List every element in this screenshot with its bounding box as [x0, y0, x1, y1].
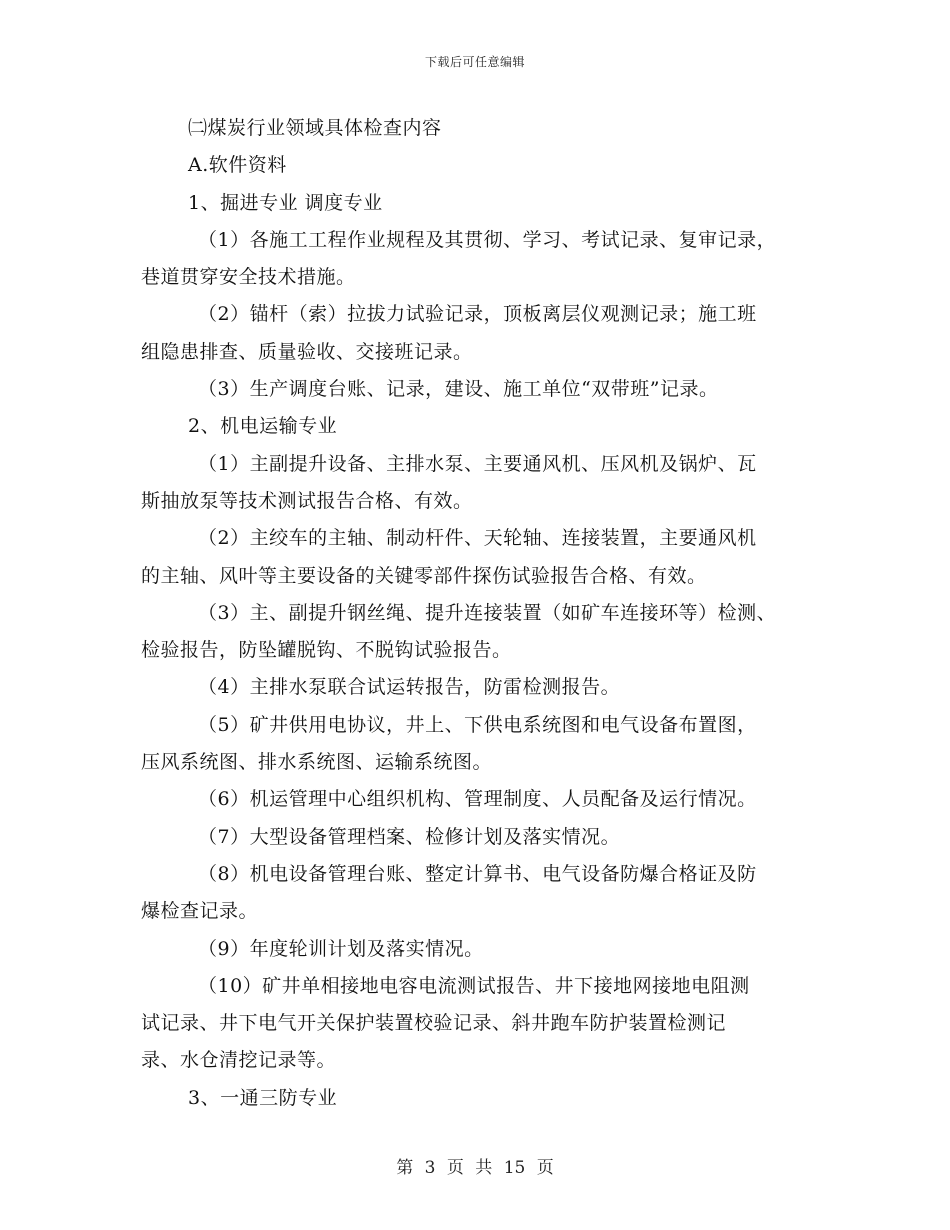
body-text-line: 的主轴、风叶等主要设备的关键零部件探伤试验报告合格、有效。	[141, 564, 707, 587]
body-text-line: （2）主绞车的主轴、制动杆件、天轮轴、连接装置，主要通风机	[198, 527, 757, 550]
body-text-line: （1）主副提升设备、主排水泵、主要通风机、压风机及锅炉、瓦	[198, 452, 757, 475]
body-text-line: （3）主、副提升钢丝绳、提升连接装置（如矿车连接环等）检测、	[198, 601, 777, 624]
body-text-line: 巷道贯穿安全技术措施。	[141, 266, 356, 289]
body-text-line: （7）大型设备管理档案、检修计划及落实情况。	[198, 825, 621, 848]
body-text-line: （10）矿井单相接地电容电流测试报告、井下接地网接地电阻测	[198, 974, 750, 997]
body-text-line: （3）生产调度台账、记录，建设、施工单位“双带班”记录。	[198, 378, 719, 401]
body-text-line: 检验报告，防坠罐脱钩、不脱钩试验报告。	[141, 639, 512, 662]
body-text-line: 3、一通三防专业	[188, 1086, 338, 1109]
body-text-line: （6）机运管理中心组织机构、管理制度、人员配备及运行情况。	[198, 788, 757, 811]
body-text-line: （8）机电设备管理台账、整定计算书、电气设备防爆合格证及防	[198, 862, 757, 885]
body-text-line: （1）各施工工程作业规程及其贯彻、学习、考试记录、复审记录，	[198, 228, 777, 251]
body-text-line: 压风系统图、排水系统图、运输系统图。	[141, 751, 493, 774]
body-text-line: 爆检查记录。	[141, 900, 259, 923]
body-text-line: （9）年度轮训计划及落实情况。	[198, 937, 484, 960]
body-text-line: 2、机电运输专业	[188, 415, 338, 438]
body-text-line: 录、水仓清挖记录等。	[141, 1049, 337, 1072]
document-body	[141, 110, 821, 1117]
page-number-footer: 第 3 页 共 15 页	[396, 1158, 554, 1178]
body-text-line: 斯抽放泵等技术测试报告合格、有效。	[141, 489, 473, 512]
body-text-line: A.软件资料	[188, 154, 287, 177]
body-text-line: （5）矿井供用电协议，井上、下供电系统图和电气设备布置图，	[198, 713, 757, 736]
page-header-note: 下载后可任意编辑	[424, 55, 525, 69]
body-text-line: 组隐患排查、质量验收、交接班记录。	[141, 340, 473, 363]
body-text-line: （2）锚杆（索）拉拔力试验记录，顶板离层仪观测记录；施工班	[198, 303, 757, 326]
body-text-line: （4）主排水泵联合试运转报告，防雷检测报告。	[198, 676, 621, 699]
body-text-line: ㈡煤炭行业领域具体检查内容	[188, 117, 442, 139]
body-text-line: 试记录、井下电气开关保护装置校验记录、斜井跑车防护装置检测记	[141, 1012, 727, 1035]
body-text-line: 1、掘进专业 调度专业	[188, 191, 383, 214]
